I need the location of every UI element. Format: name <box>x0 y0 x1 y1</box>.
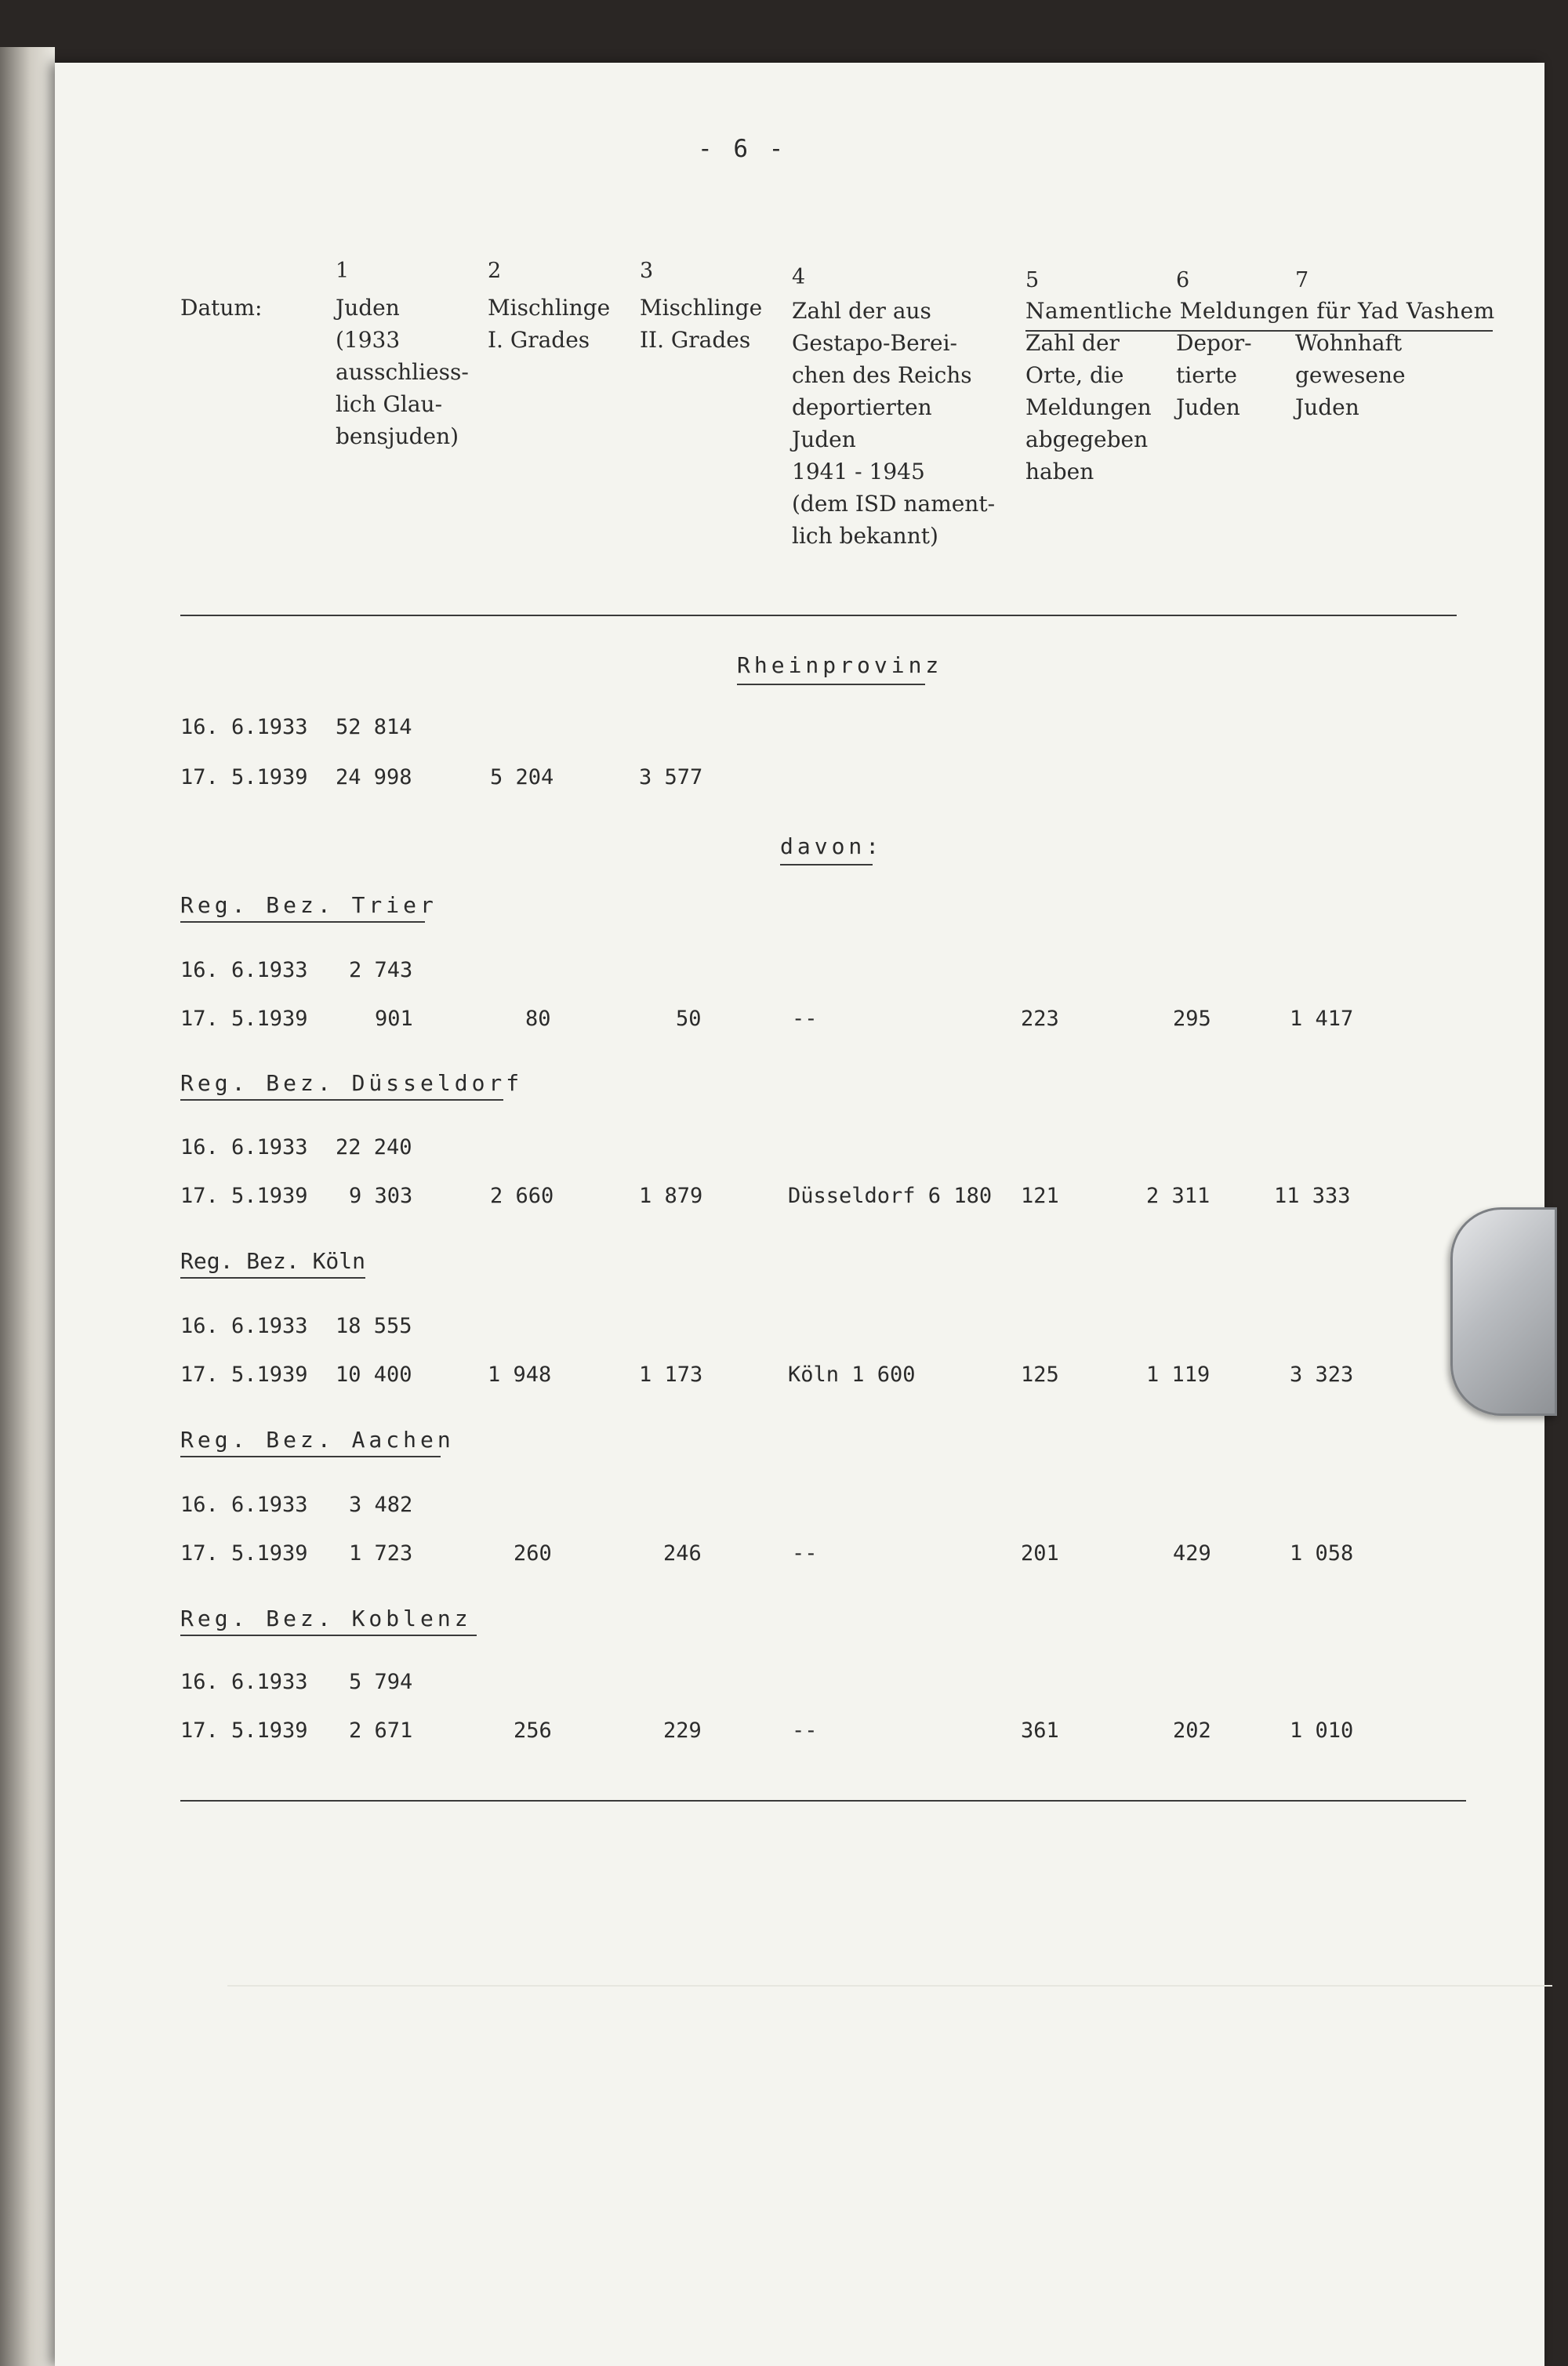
region-aachen-underline <box>180 1456 441 1457</box>
mischlinge2-cell: 1 879 <box>639 1184 703 1208</box>
region-duesseldorf-underline <box>180 1099 503 1101</box>
col6-line: Juden <box>1176 394 1240 420</box>
juden-cell: 22 240 <box>336 1135 412 1159</box>
orte-cell: 201 <box>1021 1541 1059 1566</box>
wohnhaft-cell: 1 010 <box>1290 1718 1354 1743</box>
col4-line: chen des Reichs <box>792 362 972 388</box>
juden-cell: 18 555 <box>336 1314 412 1338</box>
region-koeln-underline <box>180 1277 365 1279</box>
wohnhaft-cell: 3 323 <box>1290 1363 1354 1387</box>
document-page <box>55 63 1544 2366</box>
province-title-underline <box>737 684 925 685</box>
page-number: - 6 - <box>698 135 787 163</box>
juden-cell: 3 482 <box>349 1493 413 1517</box>
date-cell: 17. 5.1939 <box>180 1718 308 1743</box>
juden-cell: 52 814 <box>336 715 412 739</box>
footer-rule <box>180 1800 1466 1802</box>
mischlinge1-cell: 80 <box>525 1007 551 1031</box>
mischlinge2-cell: 229 <box>663 1718 702 1743</box>
region-koblenz-underline <box>180 1635 477 1636</box>
col7-line: Wohnhaft <box>1295 330 1403 356</box>
datum-label: Datum: <box>180 295 263 321</box>
wohnhaft-cell: 11 333 <box>1274 1184 1351 1208</box>
deport-cell: -- <box>792 1007 818 1031</box>
deportierte-cell: 429 <box>1173 1541 1211 1566</box>
mischlinge1-cell: 1 948 <box>488 1363 552 1387</box>
juden-cell: 10 400 <box>336 1363 412 1387</box>
deportierte-cell: 2 311 <box>1146 1184 1210 1208</box>
col7-header <box>1295 327 1406 423</box>
mischlinge1-cell: 5 204 <box>490 765 554 789</box>
date-cell: 17. 5.1939 <box>180 1007 308 1031</box>
col4-line: 1941 - 1945 <box>792 459 925 484</box>
juden-cell: 2 743 <box>349 958 413 982</box>
col5-line: Orte, die <box>1025 362 1124 388</box>
col-number-7: 7 <box>1295 268 1309 292</box>
mischlinge1-cell: 260 <box>514 1541 552 1566</box>
col4-line: Gestapo-Berei- <box>792 330 958 356</box>
col1-line: lich Glau- <box>336 391 443 417</box>
col-number-5: 5 <box>1025 268 1040 292</box>
col3-header <box>640 292 762 356</box>
col-number-4: 4 <box>792 265 806 289</box>
date-cell: 17. 5.1939 <box>180 765 308 789</box>
date-cell: 16. 6.1933 <box>180 1670 308 1694</box>
col4-line: Juden <box>792 426 856 452</box>
mischlinge2-cell: 1 173 <box>639 1363 703 1387</box>
col5-header <box>1025 327 1152 488</box>
col4-line: (dem ISD nament- <box>792 491 996 517</box>
col4-line: deportierten <box>792 394 932 420</box>
col1-line: bensjuden) <box>336 423 459 449</box>
date-cell: 17. 5.1939 <box>180 1541 308 1566</box>
bleed-through-line <box>227 1985 1552 1987</box>
col6-line: tierte <box>1176 362 1237 388</box>
deportierte-cell: 295 <box>1173 1007 1211 1031</box>
deport-cell: -- <box>792 1541 818 1566</box>
date-cell: 16. 6.1933 <box>180 1135 308 1159</box>
date-cell: 16. 6.1933 <box>180 1314 308 1338</box>
juden-cell: 9 303 <box>349 1184 413 1208</box>
region-koeln-title: Reg. Bez. Köln <box>180 1248 366 1274</box>
col7-line: Juden <box>1295 394 1359 420</box>
col1-line: ausschliess- <box>336 359 469 385</box>
region-trier-underline <box>180 921 425 923</box>
col6-header <box>1176 327 1252 423</box>
juden-cell: 24 998 <box>336 765 412 789</box>
juden-cell: 5 794 <box>349 1670 413 1694</box>
wohnhaft-cell: 1 058 <box>1290 1541 1354 1566</box>
date-cell: 16. 6.1933 <box>180 1493 308 1517</box>
mischlinge1-cell: 2 660 <box>490 1184 554 1208</box>
date-cell: 16. 6.1933 <box>180 715 308 739</box>
col4-line: lich bekannt) <box>792 523 938 549</box>
col5-line: haben <box>1025 459 1094 484</box>
deportierte-cell: 1 119 <box>1146 1363 1210 1387</box>
col6-line: Depor- <box>1176 330 1252 356</box>
col5-line: Zahl der <box>1025 330 1120 356</box>
juden-cell: 1 723 <box>349 1541 413 1566</box>
col-number-6: 6 <box>1176 268 1190 292</box>
mischlinge1-cell: 256 <box>514 1718 552 1743</box>
mischlinge2-cell: 246 <box>663 1541 702 1566</box>
province-title: Rheinprovinz <box>737 652 943 678</box>
date-cell: 17. 5.1939 <box>180 1363 308 1387</box>
date-cell: 17. 5.1939 <box>180 1184 308 1208</box>
col3-line: Mischlinge <box>640 295 763 321</box>
col-number-1: 1 <box>336 259 350 283</box>
orte-cell: 121 <box>1021 1184 1059 1208</box>
juden-cell: 2 671 <box>349 1718 413 1743</box>
orte-cell: 361 <box>1021 1718 1059 1743</box>
deportierte-cell: 202 <box>1173 1718 1211 1743</box>
col2-header <box>488 292 610 356</box>
region-trier-title: Reg. Bez. Trier <box>180 892 437 918</box>
col2-line: Mischlinge <box>488 295 611 321</box>
col1-line: Juden <box>336 295 400 321</box>
metal-clip <box>1450 1207 1557 1416</box>
davon-underline <box>780 864 873 865</box>
col2-line: I. Grades <box>488 327 590 353</box>
mischlinge2-cell: 3 577 <box>639 765 703 789</box>
col3-line: II. Grades <box>640 327 751 353</box>
header-rule <box>180 615 1457 616</box>
col1-header <box>336 292 469 452</box>
col4-line: Zahl der aus <box>792 298 931 324</box>
orte-cell: 223 <box>1021 1007 1059 1031</box>
region-koblenz-title: Reg. Bez. Koblenz <box>180 1606 472 1631</box>
deport-cell: Köln 1 600 <box>788 1363 916 1387</box>
region-duesseldorf-title: Reg. Bez. Düsseldorf <box>180 1070 524 1096</box>
orte-cell: 125 <box>1021 1363 1059 1387</box>
date-cell: 16. 6.1933 <box>180 958 308 982</box>
col7-line: gewesene <box>1295 362 1406 388</box>
juden-cell: 901 <box>375 1007 413 1031</box>
region-aachen-title: Reg. Bez. Aachen <box>180 1427 455 1453</box>
deport-cell: Düsseldorf 6 180 <box>788 1184 993 1208</box>
col1-line: (1933 <box>336 327 401 353</box>
col4-header <box>792 295 995 552</box>
davon-label: davon: <box>780 833 884 859</box>
col-number-2: 2 <box>488 259 502 283</box>
group-header-yad-vashem: Namentliche Meldungen für Yad Vashem <box>1025 298 1495 324</box>
col-number-3: 3 <box>640 259 654 283</box>
wohnhaft-cell: 1 417 <box>1290 1007 1354 1031</box>
col5-line: Meldungen <box>1025 394 1152 420</box>
mischlinge2-cell: 50 <box>676 1007 702 1031</box>
deport-cell: -- <box>792 1718 818 1743</box>
col5-line: abgegeben <box>1025 426 1149 452</box>
underlying-page-edge <box>0 47 55 2366</box>
